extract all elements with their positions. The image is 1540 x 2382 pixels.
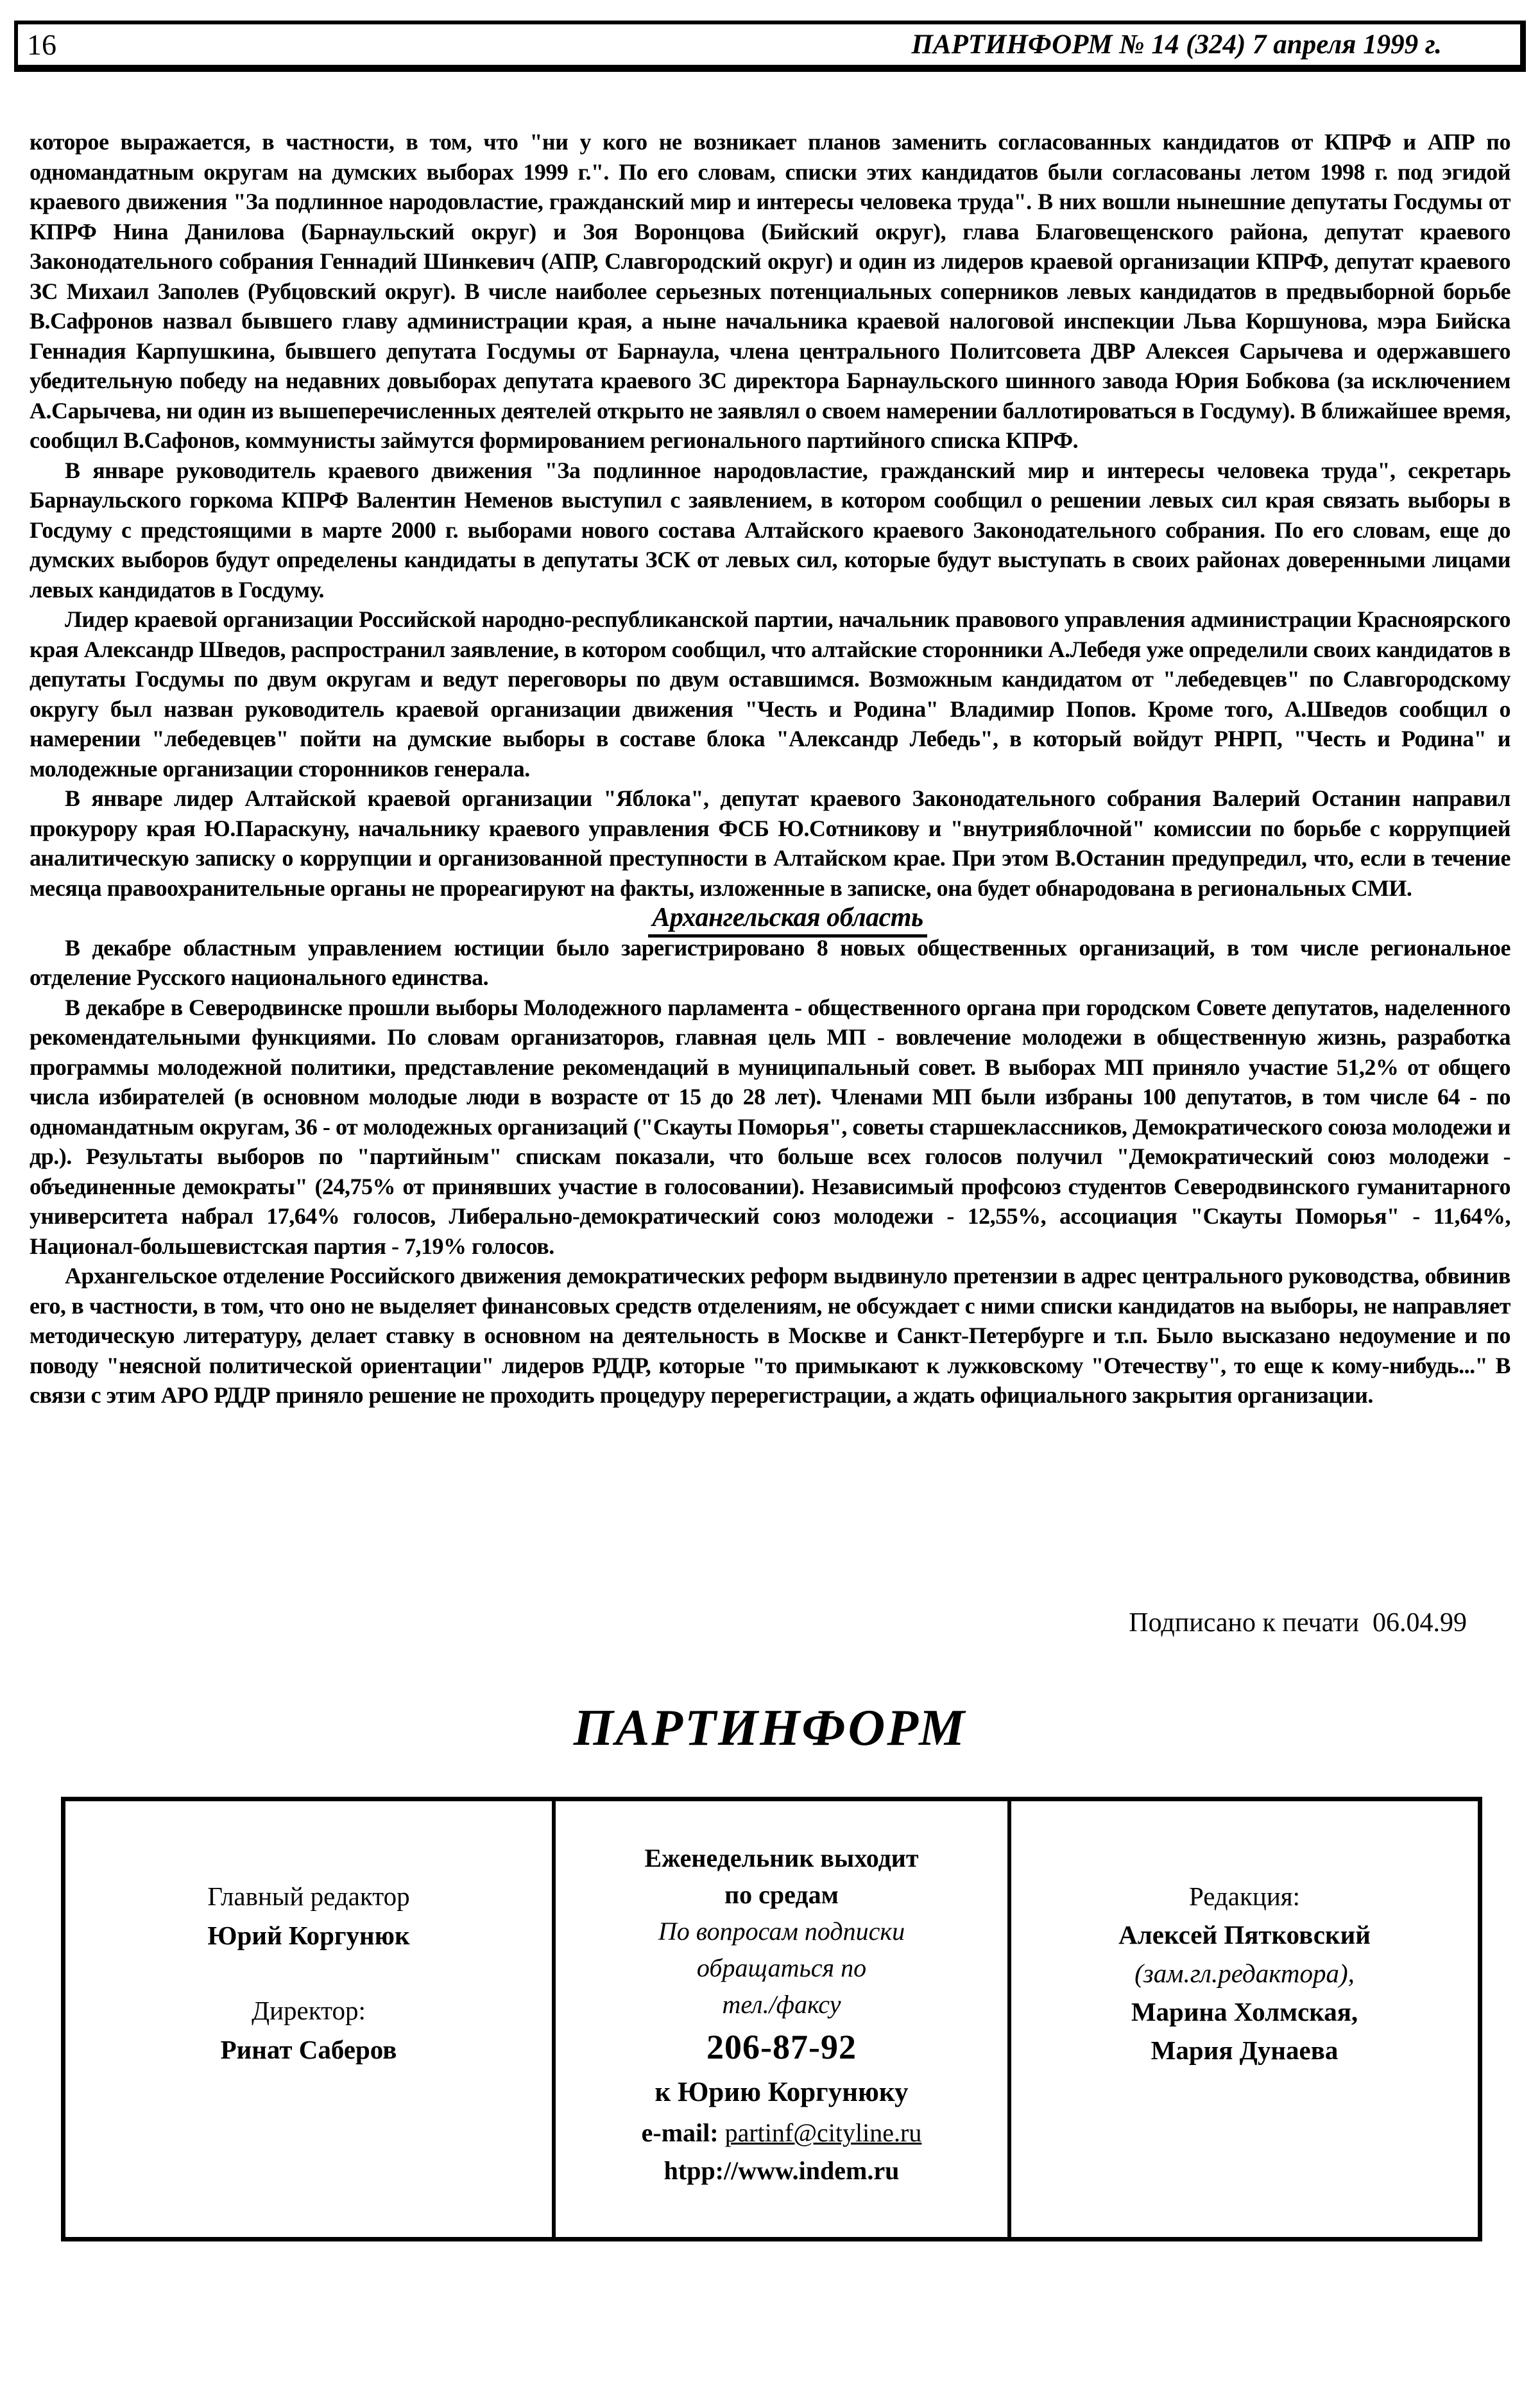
paragraph: В январе руководитель краевого движения "За подлинное народовластие, гражданский мир и интересы человека труда", секретарь Барнаульского горкома КПРФ Валентин Неменов выступил с заявлением, в котором сообщил о решении левых сил края связать выборы в Госдуму с предстоящими в марте 2000 г. выборами нового состава Алтайского краевого Законодательного собрания. По его словам, еще до думских выборов будут определены кандидаты в депутаты ЗСК от левых сил, которые будут выступать в своих районах доверенными лицами левых кандидатов в Госдуму. [30, 457, 1510, 603]
imprint-right-column [1011, 1801, 1478, 2237]
subscription-line: тел./факсу [722, 1990, 841, 2019]
website-url: htpp://www.indem.ru [663, 2156, 900, 2185]
director-role-label: Директор: [252, 1996, 366, 2025]
schedule-line: по средам [724, 1880, 839, 1909]
staff-role: (зам.гл.редактора), [1134, 1958, 1355, 1988]
imprint-box [61, 1797, 1482, 2241]
subscription-line: обращаться по [696, 1953, 867, 1982]
section-heading-text: Архангельская область [648, 903, 927, 938]
running-header [14, 21, 1526, 72]
editorial-staff-label: Редакция: [1188, 1881, 1301, 1911]
director-name: Ринат Саберов [220, 2035, 397, 2064]
phone-number: 206-87-92 [706, 2028, 857, 2066]
masthead-title: ПАРТИНФОРМ [573, 1700, 967, 1756]
paragraph: В январе лидер Алтайской краевой организации "Яблока", депутат краевого Законодательного собрания Валерий Останин направил прокурору края Ю.Параскуну, начальнику краевого управления ФСБ Ю.Сотникову и "внутрияблочной" комиссии по борьбе с коррупцией аналитическую записку о коррупции и организованной преступности в Алтайском крае. При этом В.Останин предупредил, что, если в течение месяца правоохранительные органы не прореагируют на факты, изложенные в записке, она будет обнародована в региональных СМИ. [30, 785, 1510, 901]
section-heading [30, 903, 1510, 933]
imprint-middle-column [556, 1801, 1007, 2237]
editor-name: Юрий Коргунюк [207, 1921, 410, 1950]
editor-role-label: Главный редактор [207, 1881, 410, 1911]
article-body [30, 127, 1510, 1410]
email-address: partinf@cityline.ru [724, 2118, 922, 2147]
paragraph: Лидер краевой организации Российской народно-республиканской партии, начальник правового управления администрации Красноярского края Александр Шведов, распространил заявление, в котором сообщил, что алтайские сторонники А.Лебедя уже определили своих кандидатов в депутаты Госдумы по двум округам и ведут переговоры по двум оставшимся. Возможным кандидатом от "лебедевцев" по Славгородскому округу был назван руководитель краевой организации движения "Честь и Родина" Владимир Попов. Кроме того, А.Шведов сообщил о намерении "лебедевцев" пойти на думские выборы в составе блока "Александр Лебедь", в который войдут РНРП, "Честь и Родина" и молодежные организации сторонников генерала. [30, 606, 1510, 782]
email-label: e-mail: [641, 2118, 719, 2147]
subscription-line: По вопросам подписки [658, 1917, 905, 1946]
signoff-line: Подписано к печати 06.04.99 [1129, 1608, 1467, 1638]
imprint-left-column [65, 1801, 552, 2237]
staff-name: Мария Дунаева [1151, 2035, 1339, 2065]
issue-title: ПАРТИНФОРМ № 14 (324) 7 апреля 1999 г. [911, 30, 1442, 60]
paragraph: Архангельское отделение Российского движения демократических реформ выдвинуло претензии в адрес центрального руководства, обвинив его, в частности, в том, что оно не выделяет финансовых средств отделениям, не обсуждает с ними списки кандидатов на выборы, не направляет методическую литературу, делает ставку в основном на деятельность в Москве и Санкт-Петербурге и т.п. Было высказано недоумение и по поводу "неясной политической ориентации" лидеров РДДР, которые "то примыкают к лужковскому "Отечеству", то еще к кому-нибудь..." В связи с этим АРО РДДР приняло решение не проходить процедуру перерегистрации, а ждать официального закрытия организации. [30, 1263, 1510, 1408]
paragraph: В декабре областным управлением юстиции было зарегистрировано 8 новых общественных организаций, в том числе региональное отделение Русского национального единства. [30, 934, 1510, 990]
page-number: 16 [27, 28, 56, 61]
spacer [65, 1955, 552, 1991]
email-line [556, 2114, 1007, 2152]
paragraph: В декабре в Северодвинске прошли выборы Молодежного парламента - общественного органа при городском Совете депутатов, наделенного рекомендательными функциями. По словам организаторов, главная цель МП - вовлечение молодежи в общественную жизнь, разработка программы молодежной политики, представление рекомендаций в муниципальный совет. В выборах МП приняло участие 51,2% от общего числа избирателей (в основном молодые люди в возрасте от 15 до 28 лет). Членами МП были избраны 100 депутатов, в том числе 64 - по одномандатным округам, 36 - от молодежных организаций ("Скауты Поморья", советы старшеклассников, Демократического союза молодежи и др.). Результаты выборов по "партийным" спискам показали, что больше всех голосов получил "Демократический союз молодежи - объединенные демократы" (24,75% от принявших участие в голосовании). Независимый профсоюз студентов Северодвинского гуманитарного университета набрал 17,64% голосов, Либерально-демократический союз молодежи - 12,55%, ассоциация "Скауты Поморья" - 11,64%, Национал-большевистская партия - 7,19% голосов. [30, 994, 1510, 1259]
schedule-line: Еженедельник выходит [644, 1844, 919, 1872]
staff-name: Алексей Пятковский [1118, 1920, 1371, 1949]
paragraph: которое выражается, в частности, в том, что "ни у кого не возникает планов заменить согласованных кандидатов от КПРФ и АПР по одномандатным округам на думских выборах 1999 г.". По его словам, списки этих кандидатов были согласованы летом 1998 г. под эгидой краевого движения "За подлинное народовластие, гражданский мир и интересы человека труда". В них вошли нынешние депутаты Госдумы от КПРФ Нина Данилова (Барнаульский округ) и Зоя Воронцова (Бийский округ), глава Благовещенского района, депутат краевого Законодательного собрания Геннадий Шинкевич (АПР, Славгородский округ) и один из лидеров краевой организации КПРФ, депутат краевого ЗС Михаил Заполев (Рубцовский округ). В числе наиболее серьезных потенциальных соперников левых кандидатов в предвыборной борьбе В.Сафронов назвал бывшего главу администрации края, а ныне начальника краевой налоговой инспекции Льва Коршунова, мэра Бийска Геннадия Карпушкина, бывшего депутата Госдумы от Барнаула, члена центрального Политсовета ДВР Алексея Сарычева и одержавшего убедительную победу на недавних довыборах депутата краевого ЗС директора Барнаульского шинного завода Юрия Бобкова (за исключением А.Сарычева, ни один из вышеперечисленных деятелей открыто не заявлял о своем намерении баллотироваться в Госдуму). В ближайшее время, сообщил В.Сафонов, коммунисты займутся формированием регионального партийного списка КПРФ. [30, 129, 1510, 453]
staff-name: Марина Холмская, [1131, 1997, 1358, 2026]
contact-person: к Юрию Коргунюку [654, 2077, 909, 2107]
